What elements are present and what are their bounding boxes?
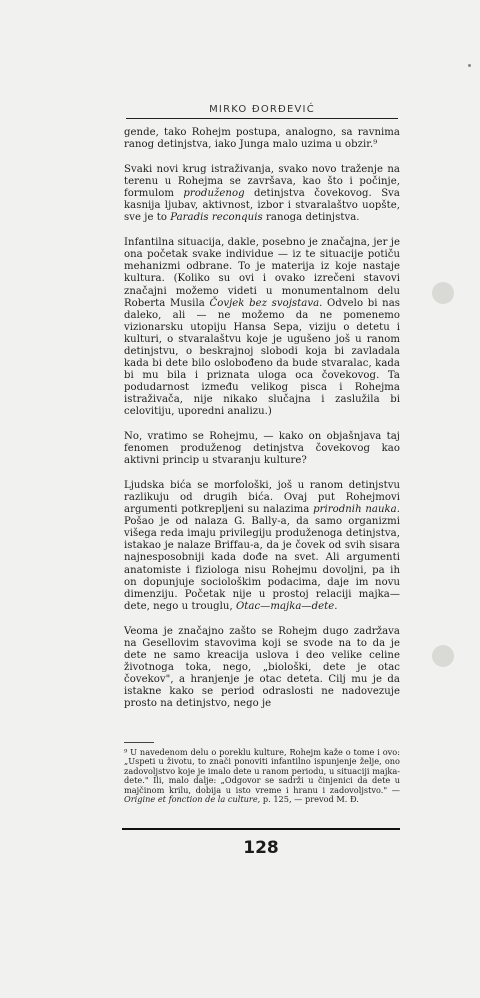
- paragraph-6: Veoma je značajno zašto se Rohejm dugo zadržava na Gesellovim stavovima koji se svode na to da je dete ne samo kreacija uslova i deo velike celine životnoga toka, nego, „biološki, dete je otac čovekov", a hranjenje je otac deteta. Cilj mu je da istakne kako se period odraslosti ne nadovezuje prosto na detinjstvo, nego je: [124, 625, 400, 709]
- paragraph-5: Ljudska bića se morfološki, još u ranom detinjstvu razlikuju od drugih bića. Ovaj put Rohejmovi argumenti potkrepljeni su nalazima prirodnih nauka. Pošao je od nalaza G. Bally-a, da samo organizmi višega reda imaju privilegiju produženoga detinjstva, istakao je nalaze Briffau-a, da je čovek od svih sisara najnesposobniji kada dođe na svet. Ali argumenti anatomiste i fiziologa nisu Rohejmu dovoljni, pa ih on dopunjuje sociološkim podacima, daje im novu dimenziju. Početak nije u prostoj relaciji majka—dete, nego u trouglu, Otac—majka—dete.: [124, 480, 400, 612]
- paragraph-1: gende, tako Rohejm postupa, analogno, sa ravnima ranog detinjstva, iako Junga malo uzima u obzir.⁹: [124, 127, 400, 151]
- footer-rule: [122, 828, 400, 830]
- paragraph-4: No, vratimo se Rohejmu, — kako on objašnjava taj fenomen produženog detinjstva čovekovog kao aktivni princip u stvaranju kulture?: [124, 431, 400, 467]
- text-column: [124, 127, 400, 723]
- page-number: 128: [243, 838, 279, 858]
- running-header: MIRKO ĐORĐEVIĆ: [209, 104, 315, 115]
- punch-hole-bottom: [432, 645, 454, 667]
- header-rule: [126, 118, 398, 119]
- footnote-rule: [124, 742, 154, 743]
- punch-hole-top: [432, 282, 454, 304]
- scan-speck: [468, 64, 471, 67]
- paragraph-2: Svaki novi krug istraživanja, svako novo traženje na terenu u Rohejma se završava, kao što i počinje, formulom produženog detinjstva čovekovog. Sva kasnija ljubav, aktivnost, izbor i stvaralaštvo uopšte, sve je to Paradis reconquis ranoga detinjstva.: [124, 164, 400, 224]
- paragraph-3: Infantilna situacija, dakle, posebno je značajna, jer je ona početak svake individue — iz te situacije potiču mehanizmi odbrane. To je materija iz koje nastaje kultura. (Koliko su ovi i ovako izrečeni stavovi značajni možemo videti u monumentalnom delu Roberta Musila Čovjek bez svojstava. Odvelo bi nas daleko, ali — ne možemo da ne pomenemo vizionarsku utopiju Hansa Sepa, viziju o detetu i kulturi, o stvaralaštvu koje je ugušeno još u ranom detinjstvu, o beskrajnoj slobodi koja bi zavladala kada bi dete bilo oslobođeno da bude stvaralac, kada bi mu bila i priznata uloga oca čovekovog. Ta podudarnost između velikog pisca i Rohejma istraživača, nije nikako slučajna i zaslužila bi celovitiju, uporedni analizu.): [124, 237, 400, 417]
- footnote: ⁹ U navedenom delu o poreklu kulture, Rohejm kaže o tome i ovo: „Uspeti u životu, to znači ponoviti infantilno ispunjenje želje, ono zadovoljstvo koje je imalo dete u ranom periodu, u situaciji majka-dete." Ili, malo dalje: „Odgovor se sadrži u činjenici da dete u majčinom krilu, dobija u isto vreme i hranu i zadovoljstvo." — Origine et fonction de la culture, p. 125, — prevod M. Đ.: [124, 747, 400, 805]
